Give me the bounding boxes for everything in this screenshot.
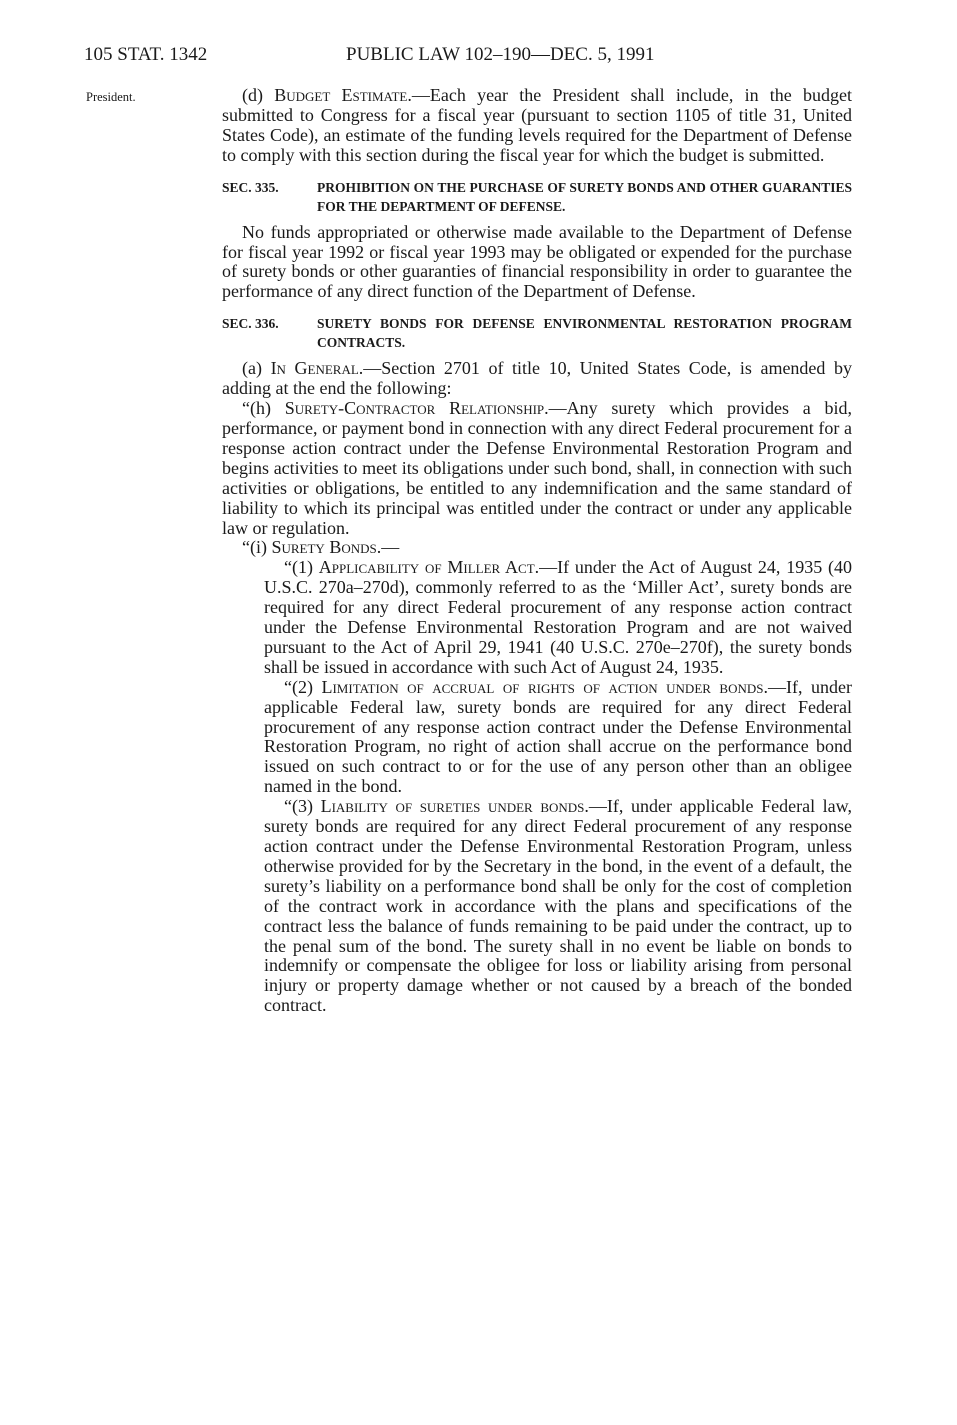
subsection-i-text: — [381, 537, 400, 558]
paragraph-3-text: —If, under applicable Federal law, surety bonds are required for any direct Federal procurement of any response action contract under the Defense Environmental Restoration Program, unless otherwise provided for by the Secretary in the bond, in the event of a default, the surety’s liability on a performance bond shall be only for the cost of completion of the contract work in accordance with the plans and specifications of the contract less the balance of funds remaining to be paid under the contract, up to the penal sum of the bond. The surety shall in no event be liable on bonds to indemnify or compensate the obligee for loss or liability arising from personal injury or property damage whether or not caused by a breach of the bonded contract. [264, 796, 852, 1016]
subsection-i-label: “(i) [242, 537, 272, 558]
subsection-a-heading: In General. [270, 358, 364, 379]
sec-335-title: PROHIBITION ON THE PURCHASE OF SURETY BONDS AND OTHER GUARANTIES FOR THE DEPARTMENT OF DEFENSE. [317, 179, 852, 214]
paragraph-1-text: —If under the Act of August 24, 1935 (40 U.S.C. 270a–270d), commonly referred to as the ‘Miller Act’, surety bonds are required for any direct Federal procurement of any response action contract under the Defense Environmental Restoration Program and are not waived pursuant to the Act of April 29, 1941 (40 U.S.C. 270e–270f), the surety bonds shall be issued in accordance with such Act of August 24, 1935. [264, 557, 852, 677]
public-law-reference: PUBLIC LAW 102–190—DEC. 5, 1991 [346, 44, 655, 65]
paragraph-1 [222, 558, 852, 677]
paragraph-2-heading: Limitation of accrual of rights of action under bonds. [321, 676, 768, 697]
margin-note: President. [86, 90, 136, 104]
sec-336-heading [222, 314, 852, 352]
subsection-d-heading: Budget Estimate. [274, 85, 412, 105]
sec-336-number: SEC. 336. [222, 316, 279, 332]
paragraph-1-label: “(1) [284, 557, 319, 578]
statute-body [222, 86, 852, 1016]
subsection-d-label: (d) [242, 85, 275, 105]
subsection-a-label: (a) [242, 358, 271, 379]
subsection-a-text: —Section 2701 of title 10, United States Code, is amended by adding at the end the following: [222, 358, 852, 399]
paragraph-2-label: “(2) [284, 676, 322, 697]
stat-reference: 105 STAT. 1342 [84, 44, 208, 65]
subsection-h-label: “(h) [242, 398, 285, 419]
sec-335-heading [222, 178, 852, 216]
subsection-h-heading: Surety-Contractor Relationship. [284, 398, 549, 419]
paragraph-3 [222, 797, 852, 1016]
subsection-i [222, 538, 852, 558]
sec-335-text: No funds appropriated or otherwise made available to the Department of Defense for fiscal year 1992 or fiscal year 1993 may be obligated or expended for the purchase of surety bonds or other guaranties of financial responsibility in order to guarantee the performance of any direct function of the Department of Defense. [222, 221, 852, 302]
subsection-d [222, 86, 852, 166]
paragraph-2-text: —If, under applicable Federal law, surety bonds are required for any direct Federal procurement of any response action contract under the Defense Environmental Restoration Program, no right of action shall accrue on the performance bond issued on such contract to or for the use of any person other than an obligee named in the bond. [264, 676, 852, 797]
subsection-h-text: —Any surety which provides a bid, performance, or payment bond in connection with any direct Federal procurement for a response action contract under the Defense Environmental Restoration Program and begins activities to meet its obligations under such bond, shall, in connection with such activities or obligations, be entitled to any indemnification and the same standard of liability to which its principal was entitled under the contract or under any applicable law or regulation. [222, 398, 852, 538]
subsection-i-heading: Surety Bonds. [271, 537, 382, 558]
paragraph-3-heading: Liability of sureties under bonds. [320, 796, 589, 817]
sec-336-title: SURETY BONDS FOR DEFENSE ENVIRONMENTAL RESTORATION PROGRAM CONTRACTS. [317, 316, 852, 351]
sec-336-subsection-a [222, 359, 852, 399]
subsection-h [222, 399, 852, 538]
subsection-d-text: —Each year the President shall include, in the budget submitted to Congress for a fiscal year (pursuant to section 1105 of title 31, United States Code), an estimate of the funding levels required for the Department of Defense to comply with this section during the fiscal year for which the budget is submitted. [222, 85, 852, 165]
sec-335-number: SEC. 335. [222, 179, 279, 195]
paragraph-1-heading: Applicability of Miller Act. [318, 557, 540, 578]
paragraph-3-label: “(3) [284, 796, 321, 817]
paragraph-2 [222, 678, 852, 797]
